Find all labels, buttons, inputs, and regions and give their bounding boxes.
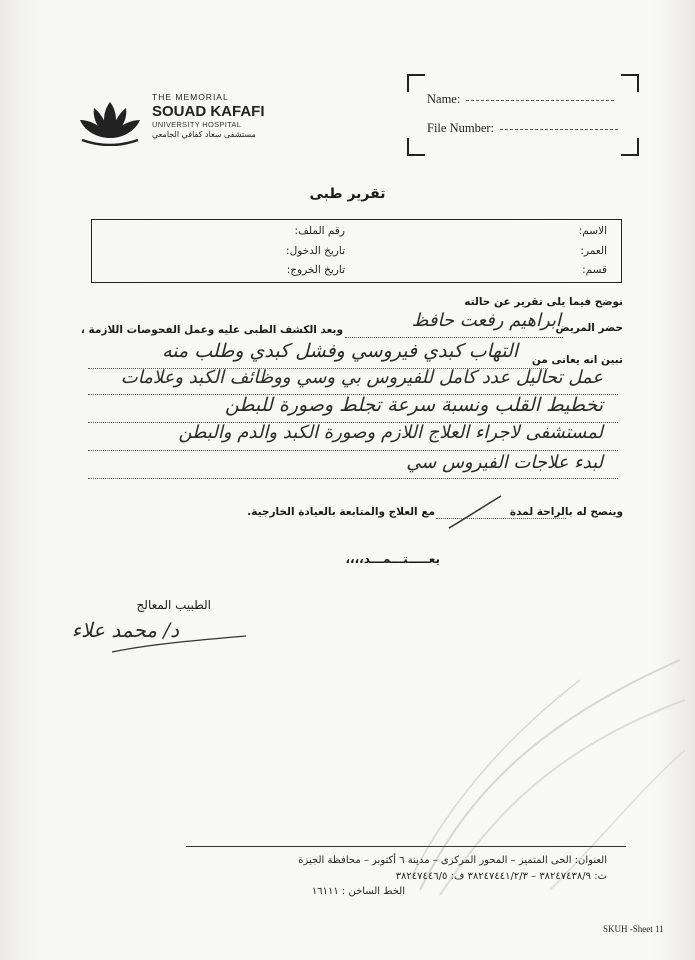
footer-hotline: الخط الساخن : ١٦١١١: [311, 886, 405, 897]
name-field[interactable]: [466, 99, 614, 101]
info-name-label: الاسم:: [578, 225, 607, 237]
handwritten-line-3: تخطيط القلب ونسبة سرعة تجلط وصورة للبطن: [224, 394, 603, 416]
report-title: تقرير طبى: [309, 186, 386, 202]
info-section-label: قسم:: [582, 264, 607, 276]
logo-line-4: مستشفى سعاد كفافي الجامعي: [152, 130, 256, 139]
sheet-label: SKUH -Sheet 11: [603, 924, 664, 934]
patient-stamp-box: [407, 74, 639, 156]
name-label: Name:: [427, 92, 461, 106]
doctor-signature: د/ محمد علاء: [71, 618, 179, 642]
finding-prefix: تبين انه يعانى من: [531, 354, 623, 366]
patient-name-handwritten: ابراهيم رفعت حافظ: [411, 310, 561, 331]
handwritten-stroke-icon: [445, 494, 505, 530]
patient-info-box: [91, 219, 622, 283]
handwritten-line-4: لمستشفى لاجراء العلاج اللازم وصورة الكبد والدم والبطن: [178, 422, 603, 443]
footer-phones: ت: ٣٨٢٤٧٤٣٨/٩ – ٣٨٢٤٧٤٤١/٢/٣ ف: ٣٨٢٤٧٤٤٦/٥: [395, 871, 607, 882]
info-file-no-label: رقم الملف:: [294, 225, 345, 237]
info-discharge-label: تاريخ الخروج:: [286, 264, 345, 276]
handwritten-line-5: لبدء علاجات الفيروس سي: [406, 452, 603, 473]
logo-line-2: SOUAD KAFAFI: [152, 103, 265, 120]
doctor-label: الطبيب المعالج: [136, 598, 211, 612]
handwritten-line-1: التهاب كبدي فيروسي وفشل كبدي وطلب منه: [162, 340, 518, 362]
info-admission-label: تاريخ الدخول:: [286, 245, 345, 257]
signature-underline-icon: [110, 630, 250, 660]
rest-prefix: وينصح له بالراحة لمدة: [509, 506, 623, 518]
file-number-field[interactable]: [500, 128, 618, 130]
exam-text: وبعد الكشف الطبى عليه وعمل الفحوصات اللازمة ،: [80, 324, 343, 336]
logo-line-1: THE MEMORIAL: [152, 92, 229, 102]
hospital-logo: [74, 92, 304, 152]
report-intro: نوضح فيما يلى تقرير عن حالته: [464, 296, 623, 308]
lotus-logo-icon: [74, 98, 146, 146]
info-age-label: العمر:: [580, 245, 607, 257]
file-number-label: File Number:: [427, 121, 495, 135]
patient-prefix: حضر المريض: [555, 322, 623, 334]
logo-line-3: UNIVERSITY HOSPITAL: [152, 120, 242, 129]
handwritten-line-2: عمل تحاليل عدد كامل للفيروس بي وسي ووظائف الكبد وعلامات: [120, 367, 603, 388]
rest-suffix: مع العلاج والمتابعة بالعيادة الخارجية.: [247, 506, 435, 518]
footer-address: العنوان: الحى المتميز – المحور المركزى – مدينة ٦ أكتوبر – محافظة الجيزة: [298, 855, 607, 866]
approved-text: يعـــــتـــمـــد،،،،: [345, 552, 440, 566]
